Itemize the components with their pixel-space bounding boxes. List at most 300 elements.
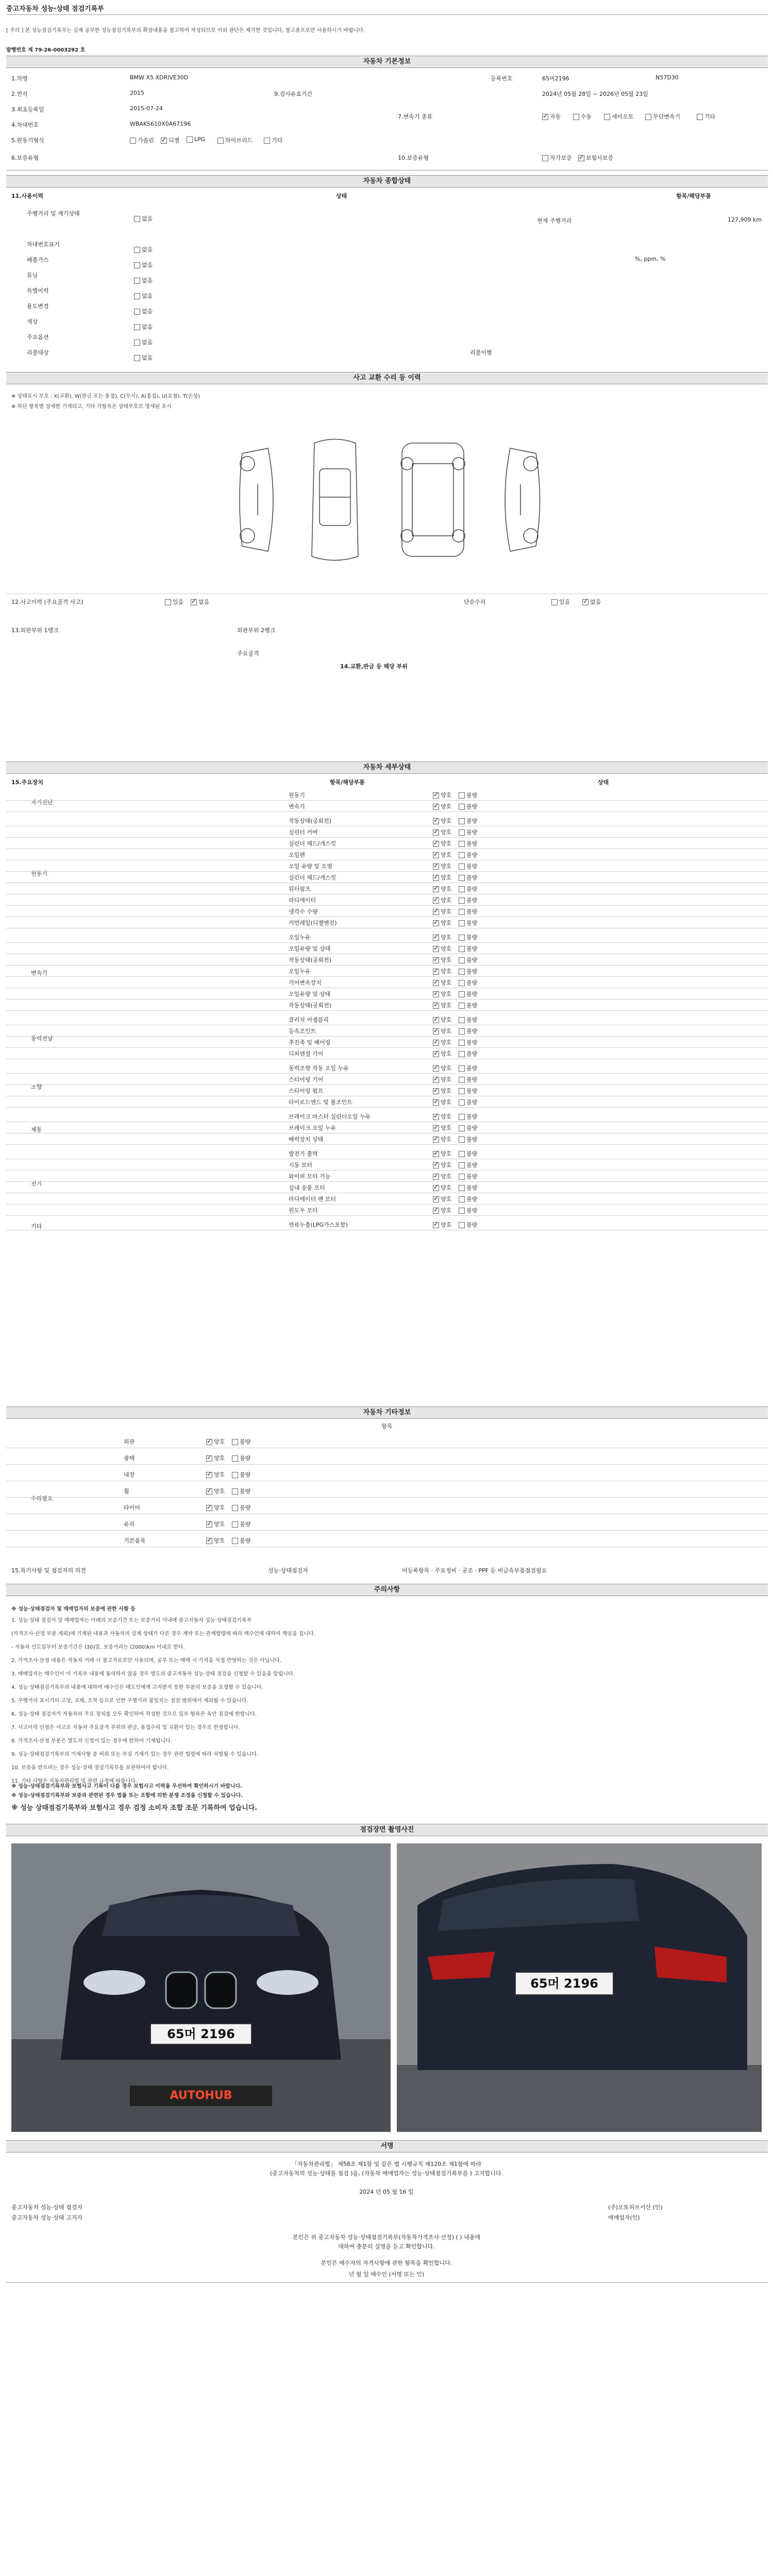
checkbox-icon[interactable] xyxy=(206,1455,212,1462)
detail-item: 실린더 커버 xyxy=(289,829,318,836)
checkbox-icon[interactable] xyxy=(206,1439,212,1445)
checkbox-icon[interactable] xyxy=(573,114,579,120)
status-option[interactable]: 불량 xyxy=(459,873,477,882)
checkbox-icon[interactable] xyxy=(697,114,703,120)
status-option[interactable]: 없음 xyxy=(134,353,153,362)
legend-text: ※ 상태표시 부호 : X(교환), W(판금 또는 용접), C(부식), A(흠집), U(요철), T(손상) xyxy=(11,394,200,399)
status-option[interactable]: 불량 xyxy=(459,1112,477,1121)
checkbox-icon[interactable] xyxy=(433,886,439,892)
status-option[interactable]: 불량 xyxy=(459,1206,477,1214)
row-label: 주행거리 및 계기상태 xyxy=(27,210,80,217)
detail-item: 발전기 출력 xyxy=(289,1150,318,1157)
checkbox-icon[interactable] xyxy=(433,980,439,986)
checkbox-icon[interactable] xyxy=(433,818,439,824)
checkbox-icon[interactable] xyxy=(232,1488,238,1495)
checkbox-icon[interactable] xyxy=(459,1208,465,1214)
checkbox-icon[interactable] xyxy=(433,1065,439,1072)
sign-text-2: (중고자동차의 성능·상태를 점검 )을, (자동차 매매업자는 성능·상태점검기록부를 ) 고지합니다. xyxy=(270,2170,503,2177)
checkbox-icon[interactable] xyxy=(433,829,439,836)
status-option[interactable]: ✓ 양호 xyxy=(206,1536,225,1545)
detail-item: 타이로드엔드 및 볼조인트 xyxy=(289,1099,352,1106)
checkbox-icon[interactable] xyxy=(645,114,651,120)
checkbox-icon[interactable] xyxy=(459,1174,465,1180)
checkbox-icon[interactable] xyxy=(433,1196,439,1202)
checkbox-icon[interactable] xyxy=(433,1099,439,1106)
repair-option[interactable]: ✓ 없음 xyxy=(582,598,601,606)
checkbox-icon[interactable] xyxy=(433,1088,439,1094)
status-option[interactable]: 불량 xyxy=(459,851,477,859)
checkbox-icon[interactable] xyxy=(433,1003,439,1009)
trans-option[interactable]: ✓ 자동 xyxy=(542,112,561,121)
checkbox-icon[interactable] xyxy=(459,1125,465,1131)
status-option[interactable]: 없음 xyxy=(134,261,153,269)
checkbox-icon[interactable] xyxy=(134,262,140,268)
row-label: 3.최초등록일 xyxy=(11,106,44,113)
notice-line: - 자동차 인도일부터 보증기간은 (30)일, 보증거리는 (2000)km 이내로 한다. xyxy=(11,1645,185,1650)
status-option[interactable]: ✓ 양호 xyxy=(206,1503,225,1512)
status-option[interactable]: 불량 xyxy=(459,817,477,825)
checkbox-icon[interactable] xyxy=(459,1114,465,1120)
checkbox-icon[interactable] xyxy=(433,1125,439,1131)
checkbox-icon[interactable] xyxy=(459,1088,465,1094)
checkbox-icon[interactable] xyxy=(206,1538,212,1544)
row-label: 2.연식 xyxy=(11,91,28,97)
status-option[interactable]: 불량 xyxy=(459,1098,477,1106)
checkbox-icon[interactable] xyxy=(459,875,465,881)
status-option[interactable]: 불량 xyxy=(459,1149,477,1158)
other-item: 내장 xyxy=(124,1471,135,1478)
status-option[interactable]: 불량 xyxy=(459,1183,477,1192)
checkbox-icon[interactable] xyxy=(459,1185,465,1191)
checkbox-icon[interactable] xyxy=(134,278,140,284)
checkbox-icon[interactable] xyxy=(433,875,439,881)
checkbox-icon[interactable] xyxy=(232,1455,238,1462)
status-option[interactable]: 불량 xyxy=(459,1172,477,1180)
checkbox-icon[interactable] xyxy=(433,1151,439,1157)
checkbox-icon[interactable] xyxy=(551,599,558,605)
checkbox-icon[interactable] xyxy=(433,1222,439,1228)
checkbox-icon[interactable] xyxy=(459,1099,465,1106)
reg-value: 65머2196 xyxy=(542,75,569,82)
fuel-option[interactable]: 가솔린 xyxy=(130,136,154,144)
checkbox-icon[interactable] xyxy=(459,886,465,892)
status-option[interactable]: ✓ 양호 xyxy=(433,828,451,836)
checkbox-icon[interactable] xyxy=(459,1017,465,1023)
checkbox-icon[interactable] xyxy=(433,792,439,799)
checkbox-icon[interactable] xyxy=(433,804,439,810)
status-option[interactable]: 불량 xyxy=(232,1536,250,1545)
checkbox-icon[interactable] xyxy=(134,355,140,361)
status-option[interactable]: 불량 xyxy=(459,907,477,916)
assess-label: 15.특기사항 및 점검자의 의견 xyxy=(11,1567,86,1574)
status-option[interactable]: ✓ 양호 xyxy=(433,791,451,799)
status-option[interactable]: 불량 xyxy=(459,1015,477,1024)
repair-label: 단순수리 xyxy=(464,599,486,605)
status-option[interactable]: 없음 xyxy=(134,245,153,253)
checkbox-icon[interactable] xyxy=(433,909,439,915)
checkbox-icon[interactable] xyxy=(134,247,140,253)
trans-option[interactable]: 기타 xyxy=(697,112,715,121)
checkbox-icon[interactable] xyxy=(206,1472,212,1478)
status-option[interactable]: ✓ 양호 xyxy=(433,1124,451,1132)
status-option[interactable]: ✓ 양호 xyxy=(433,817,451,825)
status-option[interactable]: ✓ 양호 xyxy=(433,1172,451,1180)
reg-label: 등록번호 xyxy=(491,75,513,82)
checkbox-icon[interactable] xyxy=(459,935,465,941)
status-option[interactable]: ✓ 양호 xyxy=(433,1064,451,1072)
trans-option[interactable]: 세미오토 xyxy=(604,112,634,121)
other-item: 광택 xyxy=(124,1455,135,1462)
checkbox-icon[interactable] xyxy=(459,1003,465,1009)
checkbox-icon[interactable] xyxy=(206,1488,212,1495)
checkbox-icon[interactable] xyxy=(459,969,465,975)
checkbox-icon[interactable] xyxy=(134,309,140,315)
status-option[interactable]: 불량 xyxy=(232,1487,250,1495)
other-item: 휠 xyxy=(124,1488,129,1495)
checkbox-icon[interactable] xyxy=(134,216,140,222)
checkbox-icon[interactable] xyxy=(542,114,548,120)
status-option[interactable]: 불량 xyxy=(232,1454,250,1462)
front-photo xyxy=(11,1843,391,2132)
status-option[interactable]: ✓ 양호 xyxy=(433,1098,451,1106)
status-option[interactable]: ✓ 양호 xyxy=(206,1454,225,1462)
group-label: 제동 xyxy=(31,1126,42,1133)
group-label: 원동기 xyxy=(31,870,47,877)
row-label: 용도변경 xyxy=(27,303,49,310)
inspector-value: (주)오토허브서산 (인) xyxy=(608,2204,663,2211)
checkbox-icon[interactable] xyxy=(433,969,439,975)
checkbox-icon[interactable] xyxy=(459,920,465,926)
checkbox-icon[interactable] xyxy=(459,1077,465,1083)
checkbox-icon[interactable] xyxy=(542,155,548,161)
status-option[interactable]: ✓ 양호 xyxy=(206,1470,225,1479)
notice-text: [ 주의 ] 본 성능점검기록부는 실제 공부한 성능점검기록부의 확장내용을 참고하여 작성되므로 이외 판단은 제각한 것입니다, 참고용으로만 사용하시기 바랍니다. xyxy=(6,28,365,33)
accident-option[interactable]: ✓ 없음 xyxy=(191,598,209,606)
status-option[interactable]: 불량 xyxy=(232,1520,250,1528)
status-option[interactable]: ✓ 양호 xyxy=(433,896,451,904)
checkbox-icon[interactable] xyxy=(459,1162,465,1168)
status-option[interactable]: ✓ 양호 xyxy=(433,1206,451,1214)
checkbox-icon[interactable] xyxy=(134,293,140,299)
checkbox-icon[interactable] xyxy=(459,946,465,952)
status-option[interactable]: ✓ 양호 xyxy=(433,990,451,998)
checkbox-icon[interactable] xyxy=(459,980,465,986)
notice-line: 10. 보증을 받으려는 경우 성능·상태 점검기록부를 보관하여야 합니다. xyxy=(11,1765,169,1771)
checkbox-icon[interactable] xyxy=(433,1174,439,1180)
status-option[interactable]: 불량 xyxy=(459,1001,477,1009)
status-option[interactable]: 불량 xyxy=(459,1195,477,1203)
receiver-text: 본인은 매수자의 자격사항에 관한 항목을 확인합니다. xyxy=(321,2260,452,2266)
checkbox-icon[interactable] xyxy=(459,897,465,904)
status-option[interactable]: 불량 xyxy=(459,944,477,953)
checkbox-icon[interactable] xyxy=(459,1051,465,1057)
status-option[interactable]: 불량 xyxy=(459,1124,477,1132)
detail-item: 오일팬 xyxy=(289,852,305,858)
checkbox-icon[interactable] xyxy=(433,920,439,926)
checkbox-icon[interactable] xyxy=(582,599,589,605)
status-option[interactable]: 불량 xyxy=(459,1161,477,1169)
status-option[interactable]: 불량 xyxy=(459,1027,477,1035)
status-option[interactable]: 불량 xyxy=(459,862,477,870)
checkbox-icon[interactable] xyxy=(206,1505,212,1511)
status-option[interactable]: 없음 xyxy=(134,307,153,315)
checkbox-icon[interactable] xyxy=(459,1222,465,1228)
status-option[interactable]: ✓ 양호 xyxy=(433,919,451,927)
checkbox-icon[interactable] xyxy=(433,1137,439,1143)
status-option[interactable]: ✓ 양호 xyxy=(433,1038,451,1046)
checkbox-icon[interactable] xyxy=(459,852,465,858)
status-option[interactable]: ✓ 양호 xyxy=(433,802,451,810)
row-label: 색상 xyxy=(27,318,38,325)
status-option[interactable]: ✓ 양호 xyxy=(433,1149,451,1158)
status-option[interactable]: 불량 xyxy=(459,1087,477,1095)
checkbox-icon[interactable] xyxy=(161,138,167,144)
accident-label: 12.사고이력 (주요골격 사고) xyxy=(11,599,83,605)
checkbox-icon[interactable] xyxy=(433,1162,439,1168)
status-option[interactable]: 불량 xyxy=(232,1437,250,1446)
status-option[interactable]: 불량 xyxy=(459,1049,477,1058)
status-option[interactable]: ✓ 양호 xyxy=(433,1183,451,1192)
checkbox-icon[interactable] xyxy=(232,1538,238,1544)
status-option[interactable]: 불량 xyxy=(459,933,477,941)
status-option[interactable]: 불량 xyxy=(459,791,477,799)
checkbox-icon[interactable] xyxy=(459,792,465,799)
row-value: BMW X5 XDRIVE30D xyxy=(130,74,189,81)
checkbox-icon[interactable] xyxy=(459,829,465,836)
detail-item: 추진축 및 베어링 xyxy=(289,1039,331,1046)
status-option[interactable]: ✓ 양호 xyxy=(433,1195,451,1203)
status-option[interactable]: 없음 xyxy=(134,338,153,346)
notice-line: 2. 가격조사·산정 내용은 자동차 거래 시 참고자료로만 사용되며, 공부 또는 매매 시 가격을 직접 반영하는 것은 아닙니다. xyxy=(11,1658,281,1664)
checkbox-icon[interactable] xyxy=(191,599,197,605)
checkbox-icon[interactable] xyxy=(433,1051,439,1057)
checkbox-icon[interactable] xyxy=(134,324,140,330)
detail-item: 시동 모터 xyxy=(289,1162,313,1168)
status-option[interactable]: ✓ 양호 xyxy=(433,885,451,893)
fuel-option[interactable]: ✓ 디젤 xyxy=(161,136,179,144)
status-option[interactable]: 불량 xyxy=(232,1503,250,1512)
status-option[interactable]: ✓ 양호 xyxy=(433,907,451,916)
notice-line: 8. 가격조사·산정 부분은 별도의 신청이 있는 경우에 한하여 기재됩니다. xyxy=(11,1738,172,1744)
trans-option[interactable]: 무단변속기 xyxy=(645,112,680,121)
section-other-title: 자동차 기타정보 xyxy=(6,1406,768,1419)
row-divider xyxy=(6,1204,768,1205)
row-divider xyxy=(6,871,768,872)
engine-value: N57D30 xyxy=(656,74,679,81)
detail-item: 오일누유 xyxy=(289,968,311,975)
sign-date: 2024 년 05 월 16 일 xyxy=(359,2189,414,2195)
status-option[interactable]: ✓ 양호 xyxy=(433,967,451,975)
emission-units: %, ppm, % xyxy=(635,256,666,262)
notice-footer: ※ 성능·상태점검기록부와 보험사고 기록이 다를 경우 보험사고 이력을 우선하여 확인하시기 바랍니다. xyxy=(11,1784,243,1789)
checkbox-icon[interactable] xyxy=(232,1521,238,1528)
checkbox-icon[interactable] xyxy=(217,138,224,144)
checkbox-icon[interactable] xyxy=(459,957,465,963)
checkbox-icon[interactable] xyxy=(578,155,584,161)
status-option[interactable]: ✓ 양호 xyxy=(433,1049,451,1058)
checkbox-icon[interactable] xyxy=(433,897,439,904)
status-option[interactable]: 불량 xyxy=(459,1038,477,1046)
mileage-value: 127,909 km xyxy=(728,216,762,223)
checkbox-icon[interactable] xyxy=(433,863,439,870)
detail-head: 상태 xyxy=(598,779,609,786)
checkbox-icon[interactable] xyxy=(604,114,610,120)
status-option[interactable]: ✓ 양호 xyxy=(206,1437,225,1446)
status-option[interactable]: ✓ 양호 xyxy=(433,1221,451,1229)
row-divider xyxy=(6,1215,768,1216)
status-option[interactable]: ✓ 양호 xyxy=(433,851,451,859)
checkbox-icon[interactable] xyxy=(433,1114,439,1120)
status-option[interactable]: ✓ 양호 xyxy=(206,1520,225,1528)
status-option[interactable]: ✓ 양호 xyxy=(433,839,451,848)
other-item: 외관 xyxy=(124,1438,135,1445)
status-option[interactable]: ✓ 양호 xyxy=(433,1087,451,1095)
detail-item: 오일누유 xyxy=(289,934,311,941)
notice-line: 11. 기타 사항은 자동차관리법 및 관련 규정에 따릅니다. xyxy=(11,1778,138,1784)
trans-option[interactable]: 수동 xyxy=(573,112,592,121)
fuel-option[interactable]: LPG xyxy=(187,136,205,143)
status-option[interactable]: 없음 xyxy=(134,323,153,331)
checkbox-icon[interactable] xyxy=(459,818,465,824)
car-left-side-icon xyxy=(240,448,273,551)
checkbox-icon[interactable] xyxy=(459,841,465,847)
checkbox-icon[interactable] xyxy=(232,1472,238,1478)
fuel-option[interactable]: 하이브리드 xyxy=(217,136,253,144)
checkbox-icon[interactable] xyxy=(459,804,465,810)
checkbox-icon[interactable] xyxy=(433,946,439,952)
col-head: 항목/해당부품 xyxy=(676,193,711,199)
other-item: 기본품목 xyxy=(124,1537,146,1544)
status-option[interactable]: ✓ 양호 xyxy=(433,956,451,964)
status-option[interactable]: ✓ 양호 xyxy=(433,1161,451,1169)
detail-item: 동력조향 작동 오일 누유 xyxy=(289,1065,349,1072)
group-label: 자기진단 xyxy=(31,799,53,806)
fuel-option[interactable]: 기타 xyxy=(264,136,282,144)
status-option[interactable]: 불량 xyxy=(232,1470,250,1479)
notice-line: 9. 성능·상태점검기록부의 기재사항 중 허위 또는 부실 기재가 있는 경우 관련 법령에 따라 처벌될 수 있습니다. xyxy=(11,1752,258,1757)
checkbox-icon[interactable] xyxy=(459,1196,465,1202)
car-right-side-icon xyxy=(505,448,540,551)
detail-head: 항목/해당부품 xyxy=(330,779,365,786)
detail-item: 커먼레일(디젤엔진) xyxy=(289,920,337,926)
checkbox-icon[interactable] xyxy=(433,1017,439,1023)
checkbox-icon[interactable] xyxy=(130,138,136,144)
checkbox-icon[interactable] xyxy=(232,1439,238,1445)
checkbox-icon[interactable] xyxy=(433,841,439,847)
repair-option[interactable]: 있음 xyxy=(551,598,570,606)
status-option[interactable]: 불량 xyxy=(459,1064,477,1072)
status-option[interactable]: ✓ 양호 xyxy=(433,1015,451,1024)
checkbox-icon[interactable] xyxy=(433,1028,439,1035)
status-option[interactable]: 불량 xyxy=(459,839,477,848)
status-option[interactable]: 불량 xyxy=(459,802,477,810)
row-label: 주요옵션 xyxy=(27,334,49,341)
confirm-text-2: 대하여 충분히 설명을 듣고 확인합니다. xyxy=(338,2243,435,2250)
row-divider xyxy=(6,1036,768,1037)
status-option[interactable]: 불량 xyxy=(459,967,477,975)
checkbox-icon[interactable] xyxy=(433,1040,439,1046)
status-option[interactable]: ✓ 양호 xyxy=(433,1075,451,1083)
bottom-rule xyxy=(6,2282,768,2283)
checkbox-icon[interactable] xyxy=(264,138,270,144)
notice-line: (가격조사·산정 부분 제외)에 기재된 내용과 자동차의 실제 상태가 다른 경우 계약 또는 관계법령에 따라 매수인에 대하여 책임을 집니다. xyxy=(11,1631,315,1637)
detail-item: 윈도우 모터 xyxy=(289,1207,318,1214)
status-option[interactable]: ✓ 양호 xyxy=(433,1135,451,1143)
checkbox-icon[interactable] xyxy=(459,1065,465,1072)
basic-info-table xyxy=(6,67,768,171)
status-option[interactable]: 불량 xyxy=(459,990,477,998)
status-option[interactable]: 불량 xyxy=(459,885,477,893)
checkbox-icon[interactable] xyxy=(459,1028,465,1035)
checkbox-icon[interactable] xyxy=(459,863,465,870)
status-option[interactable]: 불량 xyxy=(459,1135,477,1143)
checkbox-icon[interactable] xyxy=(459,991,465,997)
status-option[interactable]: 불량 xyxy=(459,1075,477,1083)
status-option[interactable]: 불량 xyxy=(459,919,477,927)
checkbox-icon[interactable] xyxy=(206,1521,212,1528)
status-option[interactable]: ✓ 양호 xyxy=(433,978,451,987)
dealer-label: 중고자동차 성능·상태 고지자 xyxy=(11,2214,83,2221)
status-option[interactable]: 없음 xyxy=(134,276,153,284)
checkbox-icon[interactable] xyxy=(459,1040,465,1046)
checkbox-icon[interactable] xyxy=(433,852,439,858)
status-option[interactable]: 불량 xyxy=(459,1221,477,1229)
status-option[interactable]: ✓ 양호 xyxy=(433,944,451,953)
status-option[interactable]: 없음 xyxy=(134,214,153,223)
checkbox-icon[interactable] xyxy=(433,991,439,997)
checkbox-icon[interactable] xyxy=(459,1151,465,1157)
notice-line: 7. 사고이력 인정은 사고로 자동차 주요골격 부위의 판금, 용접수리 및 교환이 있는 경우로 한정합니다. xyxy=(11,1725,240,1731)
checkbox-icon[interactable] xyxy=(165,599,171,605)
inspector-label: 중고자동차 성능·상태 점검자 xyxy=(11,2204,83,2211)
status-option[interactable]: ✓ 양호 xyxy=(433,862,451,870)
status-option[interactable]: ✓ 양호 xyxy=(433,1001,451,1009)
section-overall-title: 자동차 종합상태 xyxy=(6,175,768,188)
checkbox-icon[interactable] xyxy=(433,1208,439,1214)
row-label: 튜닝 xyxy=(27,272,38,279)
checkbox-icon[interactable] xyxy=(459,909,465,915)
detail-item: 실린더 헤드/개스킷 xyxy=(289,874,337,881)
status-option[interactable]: 불량 xyxy=(459,956,477,964)
row-divider xyxy=(6,1010,768,1011)
warranty-option[interactable]: ✓ 보험사보증 xyxy=(578,154,613,162)
checkbox-icon[interactable] xyxy=(433,1077,439,1083)
checkbox-icon[interactable] xyxy=(433,1185,439,1191)
group-label: 동력전달 xyxy=(31,1035,53,1042)
status-option[interactable]: 불량 xyxy=(459,978,477,987)
status-option[interactable]: ✓ 양호 xyxy=(433,933,451,941)
status-option[interactable]: ✓ 양호 xyxy=(433,873,451,882)
checkbox-icon[interactable] xyxy=(433,957,439,963)
checkbox-icon[interactable] xyxy=(134,340,140,346)
front-plate: 65머 2196 xyxy=(167,2027,235,2041)
status-option[interactable]: 없음 xyxy=(134,292,153,300)
checkbox-icon[interactable] xyxy=(187,137,193,143)
group-label: 조향 xyxy=(31,1083,42,1090)
status-option[interactable]: 불량 xyxy=(459,896,477,904)
accident-option[interactable]: 있음 xyxy=(165,598,183,606)
notice-highlight: ※ 성능 상태점검기록부와 보험사고 경우 검정 소비자 조합 조문 기록하여 업습니다. xyxy=(11,1804,258,1812)
status-option[interactable]: ✓ 양호 xyxy=(433,1027,451,1035)
status-option[interactable]: ✓ 양호 xyxy=(433,1112,451,1121)
checkbox-icon[interactable] xyxy=(433,935,439,941)
status-option[interactable]: ✓ 양호 xyxy=(206,1487,225,1495)
status-option[interactable]: 불량 xyxy=(459,828,477,836)
warranty-option[interactable]: 자가보증 xyxy=(542,154,572,162)
checkbox-icon[interactable] xyxy=(459,1137,465,1143)
checkbox-icon[interactable] xyxy=(232,1505,238,1511)
row-label: 5.원동기형식 xyxy=(11,137,44,144)
